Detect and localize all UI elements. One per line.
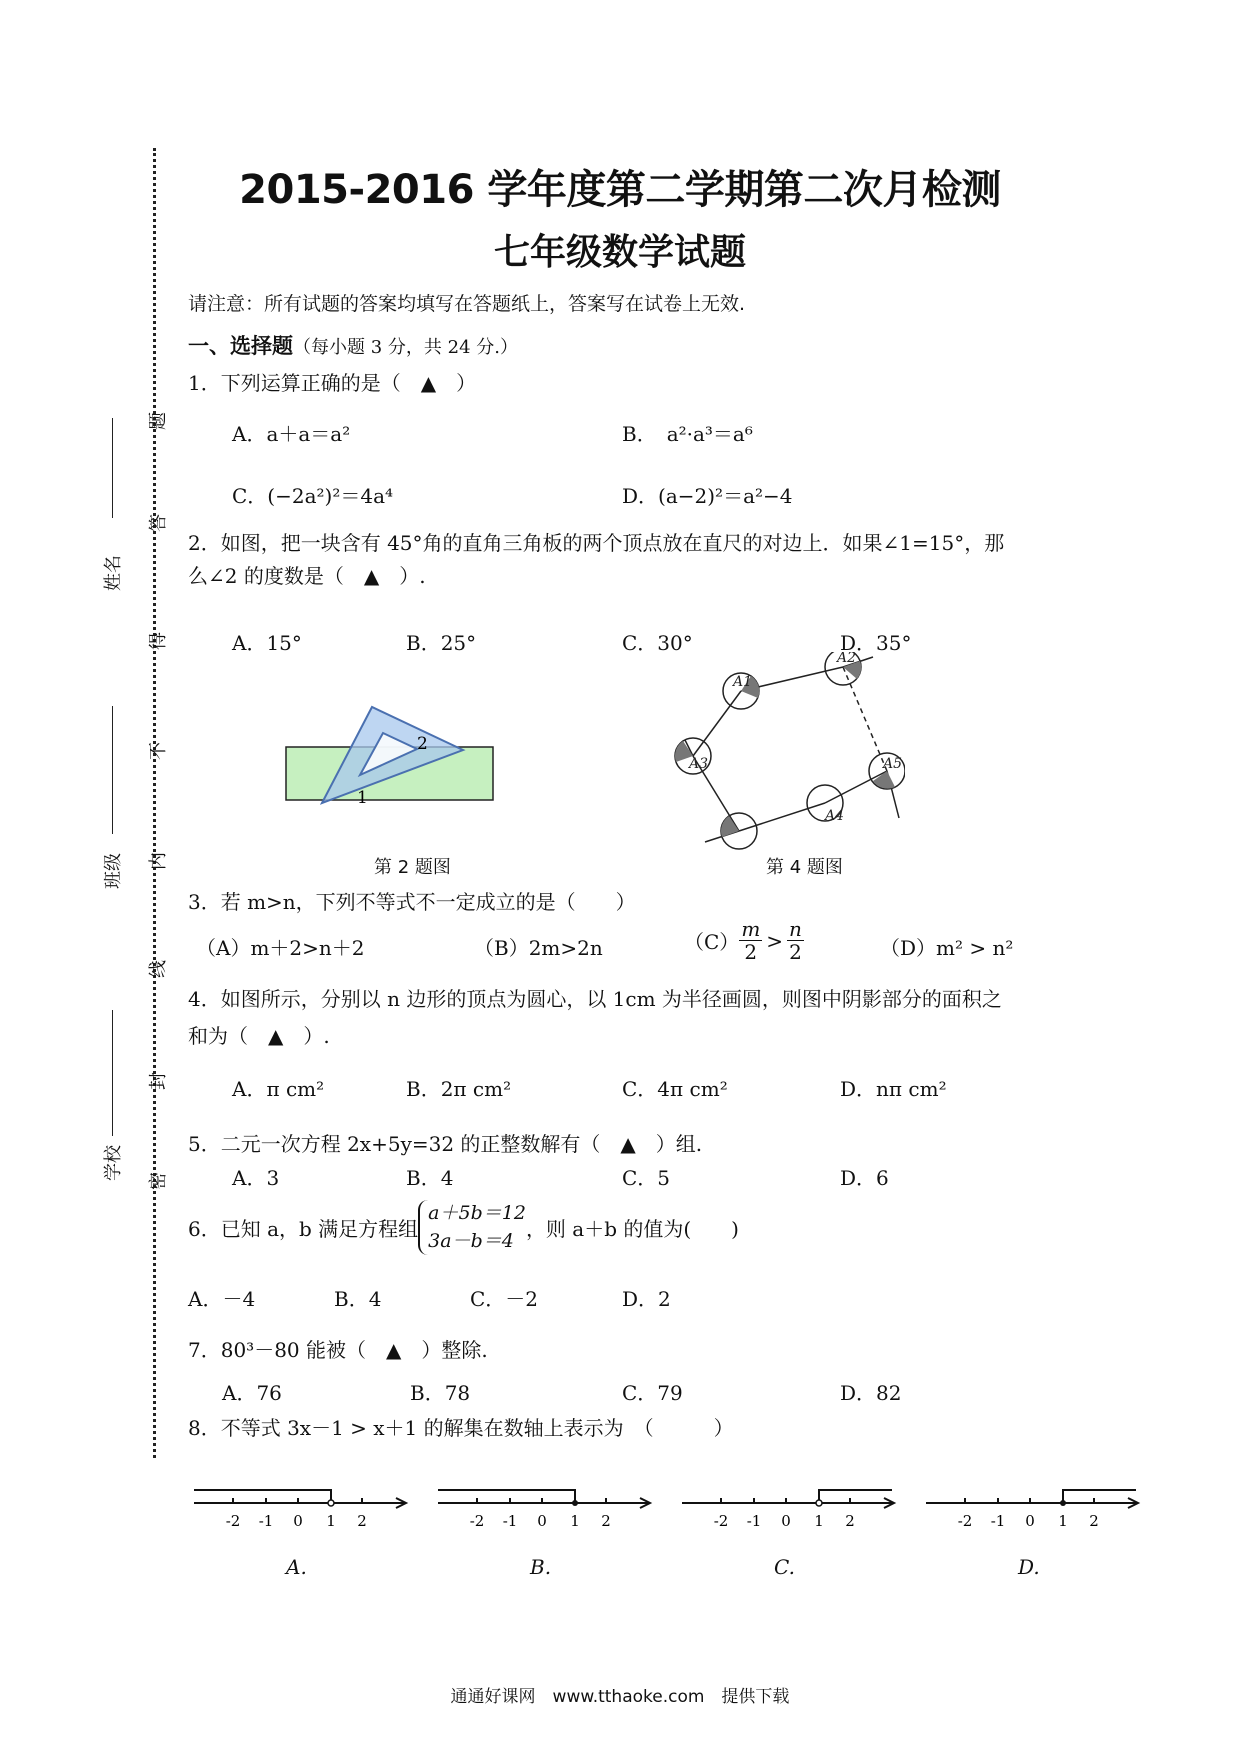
- tick-label: 2: [845, 1512, 855, 1530]
- tick-label: 1: [1058, 1512, 1068, 1530]
- tick-label: -2: [469, 1512, 485, 1530]
- q5-option-b: B．4: [406, 1166, 454, 1190]
- seal-char: 得: [148, 632, 169, 650]
- q6-eq2: 3a－b＝4: [428, 1229, 514, 1252]
- section-heading: [188, 330, 518, 360]
- number-line-a: [190, 1470, 412, 1560]
- q6-option-d: D．2: [622, 1287, 671, 1311]
- tick-label: -1: [502, 1512, 518, 1530]
- seal-dotted-line: [153, 148, 156, 1458]
- q2-option-a: A．15°: [232, 631, 302, 655]
- seal-char: 密: [148, 1172, 169, 1190]
- q8-option-c-label: C.: [774, 1555, 795, 1579]
- q7-stem: 7．80³－80 能被（ ▲ ）整除.: [188, 1338, 488, 1362]
- q3-c-frac-n: [787, 918, 804, 963]
- q3-c-gt: >: [766, 928, 784, 953]
- vertex-label-a5: A5: [883, 756, 903, 772]
- q5-option-d: D．6: [840, 1166, 889, 1190]
- vertex-label-a4: A4: [825, 808, 845, 824]
- class-label: 班级: [103, 853, 124, 889]
- q6-stem-pre: 6．已知 a，b 满足方程组: [188, 1217, 419, 1242]
- tick-label: 2: [1089, 1512, 1099, 1530]
- q2-stem-line2: 么∠2 的度数是（ ▲ ）.: [188, 564, 426, 588]
- q1-stem: 1．下列运算正确的是（ ▲ ）: [188, 371, 477, 395]
- q2-option-d: D．35°: [840, 631, 912, 655]
- q3-c-prefix: （C）: [684, 930, 740, 954]
- q4-stem-line1: 4．如图所示，分别以 n 边形的顶点为圆心，以 1cm 为半径画圆，则图中阴影部分的面积之: [188, 987, 1002, 1011]
- q2-figure: [280, 695, 500, 810]
- school-fill-line: [112, 1010, 113, 1136]
- frac-num: n: [789, 917, 802, 941]
- number-line-d: [922, 1470, 1144, 1560]
- q2-stem-line1: 2．如图，把一块含有 45°角的直角三角板的两个顶点放在直尺的对边上．如果∠1=15°，那: [188, 531, 1005, 555]
- vertex-label-a3: A3: [689, 756, 709, 772]
- q6-stem-post: ，则 a＋b 的值为( ): [525, 1217, 739, 1242]
- vertex-label-a2: A2: [837, 652, 857, 666]
- q3-stem: 3．若 m>n，下列不等式不一定成立的是（ ）: [188, 890, 636, 914]
- frac-den: 2: [744, 940, 758, 964]
- tick-label: -1: [258, 1512, 274, 1530]
- tick-label: 0: [293, 1512, 303, 1530]
- tick-label: 0: [537, 1512, 547, 1530]
- q6-option-a: A．－4: [188, 1287, 256, 1311]
- exam-subtitle: 七年级数学试题: [493, 232, 746, 273]
- q2-option-b: B．25°: [406, 631, 477, 655]
- school-label: 学校: [103, 1145, 124, 1181]
- tick-label: 2: [601, 1512, 611, 1530]
- q4-stem-line2: 和为（ ▲ ）.: [188, 1024, 330, 1048]
- seal-char: 线: [148, 960, 169, 978]
- q4-figure-caption: 第 4 题图: [766, 857, 843, 878]
- q3-option-b: （B）2m>2n: [474, 936, 603, 960]
- tick-label: -1: [746, 1512, 762, 1530]
- q4-option-a: A．π cm²: [232, 1077, 325, 1101]
- q3-option-d: （D）m² > n²: [880, 936, 1014, 960]
- tick-label: -2: [225, 1512, 241, 1530]
- exam-title: 2015-2016 学年度第二学期第二次月检测: [239, 167, 1001, 213]
- tick-label: -2: [957, 1512, 973, 1530]
- q6-stem: [188, 1200, 739, 1255]
- seal-char: 封: [148, 1072, 169, 1090]
- q6-eq1: a＋5b＝12: [428, 1202, 526, 1224]
- q8-option-a-label: A.: [286, 1555, 307, 1579]
- q8-option-b-label: B.: [530, 1555, 552, 1579]
- q7-option-d: D．82: [840, 1381, 902, 1405]
- footer-text: 通通好课网 www.tthaoke.com 提供下载: [450, 1687, 790, 1707]
- tick-label: 0: [1025, 1512, 1035, 1530]
- q8-stem: 8．不等式 3x－1 > x＋1 的解集在数轴上表示为 （ ）: [188, 1416, 734, 1440]
- number-line-c: [678, 1470, 900, 1560]
- section-title: 一、选择题: [188, 334, 293, 358]
- q6-option-c: C．－2: [470, 1287, 539, 1311]
- angle-label-2: 2: [417, 734, 428, 754]
- q5-stem: 5．二元一次方程 2x+5y=32 的正整数解有（ ▲ ）组.: [188, 1132, 703, 1156]
- q2-option-c: C．30°: [622, 631, 693, 655]
- q1-option-c: C．(−2a²)²＝4a⁴: [232, 484, 394, 508]
- q7-option-c: C．79: [622, 1381, 683, 1405]
- tick-label: 1: [570, 1512, 580, 1530]
- q4-option-b: B．2π cm²: [406, 1077, 512, 1101]
- frac-num: m: [741, 917, 761, 941]
- tick-label: -1: [990, 1512, 1006, 1530]
- class-fill-line: [112, 706, 113, 834]
- seal-char: 题: [148, 412, 169, 430]
- tick-label: 0: [781, 1512, 791, 1530]
- q5-option-a: A．3: [232, 1166, 280, 1190]
- q4-option-c: C．4π cm²: [622, 1077, 728, 1101]
- tick-label: 2: [357, 1512, 367, 1530]
- tick-label: 1: [814, 1512, 824, 1530]
- tick-label: -2: [713, 1512, 729, 1530]
- q3-option-c: [684, 918, 804, 963]
- q7-option-a: A．76: [222, 1381, 282, 1405]
- q4-option-d: D．nπ cm²: [840, 1077, 947, 1101]
- vertex-label-a1: A1: [733, 674, 753, 690]
- q5-option-c: C．5: [622, 1166, 671, 1190]
- q1-option-d: D．(a−2)²＝a²−4: [622, 484, 793, 508]
- name-fill-line: [112, 418, 113, 518]
- section-note: （每小题 3 分，共 24 分.）: [293, 337, 518, 358]
- q4-figure: [665, 652, 905, 860]
- notice-text: 请注意：所有试题的答案均填写在答题纸上，答案写在试卷上无效.: [188, 293, 746, 315]
- number-line-b: [434, 1470, 656, 1560]
- frac-den: 2: [789, 940, 802, 964]
- name-label: 姓名: [103, 555, 124, 591]
- q2-figure-caption: 第 2 题图: [374, 857, 451, 878]
- q6-equation-system: [418, 1200, 526, 1255]
- q1-option-a: A．a＋a＝a²: [232, 422, 351, 446]
- q8-option-d-label: D.: [1018, 1555, 1040, 1579]
- tick-label: 1: [326, 1512, 336, 1530]
- q3-c-frac-m: [739, 918, 762, 963]
- seal-char: 内: [148, 852, 169, 870]
- seal-char: 答: [148, 514, 169, 532]
- q1-option-b: B． a²·a³＝a⁶: [622, 422, 753, 446]
- q6-option-b: B．4: [334, 1287, 382, 1311]
- q7-option-b: B．78: [410, 1381, 471, 1405]
- q3-option-a: （A）m＋2>n＋2: [196, 936, 365, 960]
- angle-label-1: 1: [357, 788, 368, 808]
- seal-char: 不: [148, 742, 169, 760]
